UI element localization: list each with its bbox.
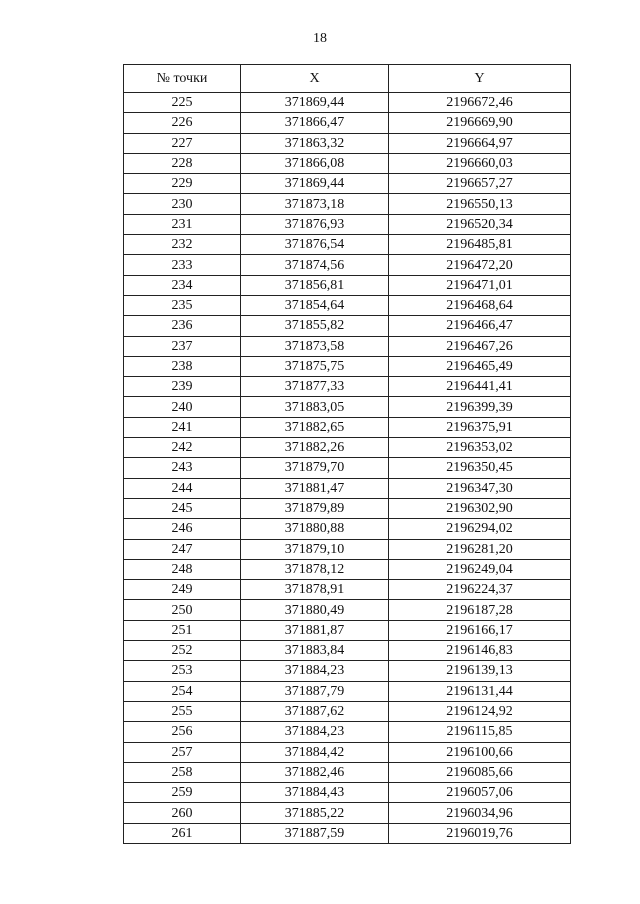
y-coordinate-cell: 2196281,20: [389, 539, 571, 559]
y-coordinate-cell: 2196468,64: [389, 295, 571, 315]
y-coordinate-cell: 2196034,96: [389, 803, 571, 823]
point-number-cell: 234: [124, 275, 241, 295]
x-coordinate-cell: 371877,33: [241, 377, 389, 397]
point-number-cell: 250: [124, 600, 241, 620]
y-coordinate-cell: 2196672,46: [389, 93, 571, 113]
x-coordinate-cell: 371887,62: [241, 701, 389, 721]
table-row: [124, 722, 571, 742]
table-row: [124, 194, 571, 214]
point-number-cell: 246: [124, 519, 241, 539]
y-coordinate-cell: 2196166,17: [389, 620, 571, 640]
x-coordinate-cell: 371884,43: [241, 783, 389, 803]
table-row: [124, 620, 571, 640]
point-number-cell: 260: [124, 803, 241, 823]
point-number-cell: 239: [124, 377, 241, 397]
point-number-cell: 259: [124, 783, 241, 803]
table-row: [124, 377, 571, 397]
table-body: [124, 93, 571, 844]
table-row: [124, 113, 571, 133]
table-row: [124, 823, 571, 843]
y-coordinate-cell: 2196131,44: [389, 681, 571, 701]
point-number-cell: 254: [124, 681, 241, 701]
table-row: [124, 580, 571, 600]
table-row: [124, 519, 571, 539]
x-coordinate-cell: 371869,44: [241, 174, 389, 194]
point-number-cell: 227: [124, 133, 241, 153]
y-coordinate-cell: 2196441,41: [389, 377, 571, 397]
point-number-cell: 253: [124, 661, 241, 681]
table-row: [124, 641, 571, 661]
x-coordinate-cell: 371879,10: [241, 539, 389, 559]
x-coordinate-cell: 371876,54: [241, 235, 389, 255]
y-coordinate-cell: 2196375,91: [389, 417, 571, 437]
table-row: [124, 295, 571, 315]
point-number-cell: 238: [124, 356, 241, 376]
y-coordinate-cell: 2196347,30: [389, 478, 571, 498]
point-number-cell: 255: [124, 701, 241, 721]
x-coordinate-cell: 371878,91: [241, 580, 389, 600]
x-coordinate-cell: 371880,49: [241, 600, 389, 620]
point-number-cell: 248: [124, 559, 241, 579]
point-number-cell: 241: [124, 417, 241, 437]
x-coordinate-cell: 371866,47: [241, 113, 389, 133]
y-coordinate-cell: 2196657,27: [389, 174, 571, 194]
table-row: [124, 214, 571, 234]
x-coordinate-cell: 371878,12: [241, 559, 389, 579]
table-row: [124, 539, 571, 559]
header-y: Y: [389, 65, 571, 93]
table-row: [124, 498, 571, 518]
x-coordinate-cell: 371876,93: [241, 214, 389, 234]
y-coordinate-cell: 2196350,45: [389, 458, 571, 478]
x-coordinate-cell: 371875,75: [241, 356, 389, 376]
y-coordinate-cell: 2196294,02: [389, 519, 571, 539]
y-coordinate-cell: 2196466,47: [389, 316, 571, 336]
page-number: 18: [313, 31, 327, 46]
point-number-cell: 233: [124, 255, 241, 275]
point-number-cell: 229: [124, 174, 241, 194]
point-number-cell: 256: [124, 722, 241, 742]
point-number-cell: 235: [124, 295, 241, 315]
x-coordinate-cell: 371873,18: [241, 194, 389, 214]
x-coordinate-cell: 371883,84: [241, 641, 389, 661]
y-coordinate-cell: 2196139,13: [389, 661, 571, 681]
header-row: [124, 65, 571, 93]
y-coordinate-cell: 2196124,92: [389, 701, 571, 721]
table-row: [124, 762, 571, 782]
y-coordinate-cell: 2196085,66: [389, 762, 571, 782]
y-coordinate-cell: 2196465,49: [389, 356, 571, 376]
x-coordinate-cell: 371884,23: [241, 722, 389, 742]
x-coordinate-cell: 371884,42: [241, 742, 389, 762]
point-number-cell: 243: [124, 458, 241, 478]
x-coordinate-cell: 371887,79: [241, 681, 389, 701]
point-number-cell: 231: [124, 214, 241, 234]
point-number-cell: 228: [124, 153, 241, 173]
x-coordinate-cell: 371855,82: [241, 316, 389, 336]
point-number-cell: 247: [124, 539, 241, 559]
y-coordinate-cell: 2196057,06: [389, 783, 571, 803]
x-coordinate-cell: 371879,89: [241, 498, 389, 518]
table-row: [124, 661, 571, 681]
table-row: [124, 458, 571, 478]
x-coordinate-cell: 371869,44: [241, 93, 389, 113]
point-number-cell: 232: [124, 235, 241, 255]
table-row: [124, 803, 571, 823]
x-coordinate-cell: 371873,58: [241, 336, 389, 356]
table-row: [124, 783, 571, 803]
table-row: [124, 681, 571, 701]
y-coordinate-cell: 2196187,28: [389, 600, 571, 620]
point-number-cell: 252: [124, 641, 241, 661]
table-row: [124, 235, 571, 255]
x-coordinate-cell: 371854,64: [241, 295, 389, 315]
y-coordinate-cell: 2196520,34: [389, 214, 571, 234]
x-coordinate-cell: 371882,26: [241, 438, 389, 458]
point-number-cell: 245: [124, 498, 241, 518]
x-coordinate-cell: 371881,87: [241, 620, 389, 640]
table-row: [124, 336, 571, 356]
table-row: [124, 397, 571, 417]
table-row: [124, 701, 571, 721]
point-number-cell: 261: [124, 823, 241, 843]
table-row: [124, 153, 571, 173]
point-number-cell: 257: [124, 742, 241, 762]
x-coordinate-cell: 371879,70: [241, 458, 389, 478]
y-coordinate-cell: 2196249,04: [389, 559, 571, 579]
y-coordinate-cell: 2196019,76: [389, 823, 571, 843]
point-number-cell: 226: [124, 113, 241, 133]
x-coordinate-cell: 371887,59: [241, 823, 389, 843]
y-coordinate-cell: 2196146,83: [389, 641, 571, 661]
table-header: [124, 65, 571, 93]
point-number-cell: 251: [124, 620, 241, 640]
x-coordinate-cell: 371884,23: [241, 661, 389, 681]
y-coordinate-cell: 2196485,81: [389, 235, 571, 255]
y-coordinate-cell: 2196100,66: [389, 742, 571, 762]
x-coordinate-cell: 371874,56: [241, 255, 389, 275]
table-row: [124, 438, 571, 458]
table-row: [124, 600, 571, 620]
y-coordinate-cell: 2196471,01: [389, 275, 571, 295]
point-number-cell: 230: [124, 194, 241, 214]
table-row: [124, 316, 571, 336]
point-number-cell: 237: [124, 336, 241, 356]
coordinates-table: [123, 64, 571, 844]
table-row: [124, 356, 571, 376]
x-coordinate-cell: 371885,22: [241, 803, 389, 823]
table-row: [124, 133, 571, 153]
x-coordinate-cell: 371882,65: [241, 417, 389, 437]
point-number-cell: 225: [124, 93, 241, 113]
y-coordinate-cell: 2196353,02: [389, 438, 571, 458]
table-row: [124, 93, 571, 113]
table-row: [124, 478, 571, 498]
table-row: [124, 417, 571, 437]
x-coordinate-cell: 371881,47: [241, 478, 389, 498]
y-coordinate-cell: 2196660,03: [389, 153, 571, 173]
table-row: [124, 174, 571, 194]
point-number-cell: 244: [124, 478, 241, 498]
table-row: [124, 742, 571, 762]
y-coordinate-cell: 2196472,20: [389, 255, 571, 275]
point-number-cell: 240: [124, 397, 241, 417]
table-row: [124, 255, 571, 275]
header-x: X: [241, 65, 389, 93]
x-coordinate-cell: 371882,46: [241, 762, 389, 782]
table-row: [124, 559, 571, 579]
y-coordinate-cell: 2196550,13: [389, 194, 571, 214]
point-number-cell: 236: [124, 316, 241, 336]
x-coordinate-cell: 371863,32: [241, 133, 389, 153]
y-coordinate-cell: 2196115,85: [389, 722, 571, 742]
y-coordinate-cell: 2196467,26: [389, 336, 571, 356]
y-coordinate-cell: 2196224,37: [389, 580, 571, 600]
point-number-cell: 258: [124, 762, 241, 782]
x-coordinate-cell: 371866,08: [241, 153, 389, 173]
header-point-number: № точки: [124, 65, 241, 93]
table-row: [124, 275, 571, 295]
x-coordinate-cell: 371880,88: [241, 519, 389, 539]
y-coordinate-cell: 2196399,39: [389, 397, 571, 417]
x-coordinate-cell: 371883,05: [241, 397, 389, 417]
x-coordinate-cell: 371856,81: [241, 275, 389, 295]
point-number-cell: 242: [124, 438, 241, 458]
y-coordinate-cell: 2196669,90: [389, 113, 571, 133]
point-number-cell: 249: [124, 580, 241, 600]
y-coordinate-cell: 2196302,90: [389, 498, 571, 518]
y-coordinate-cell: 2196664,97: [389, 133, 571, 153]
